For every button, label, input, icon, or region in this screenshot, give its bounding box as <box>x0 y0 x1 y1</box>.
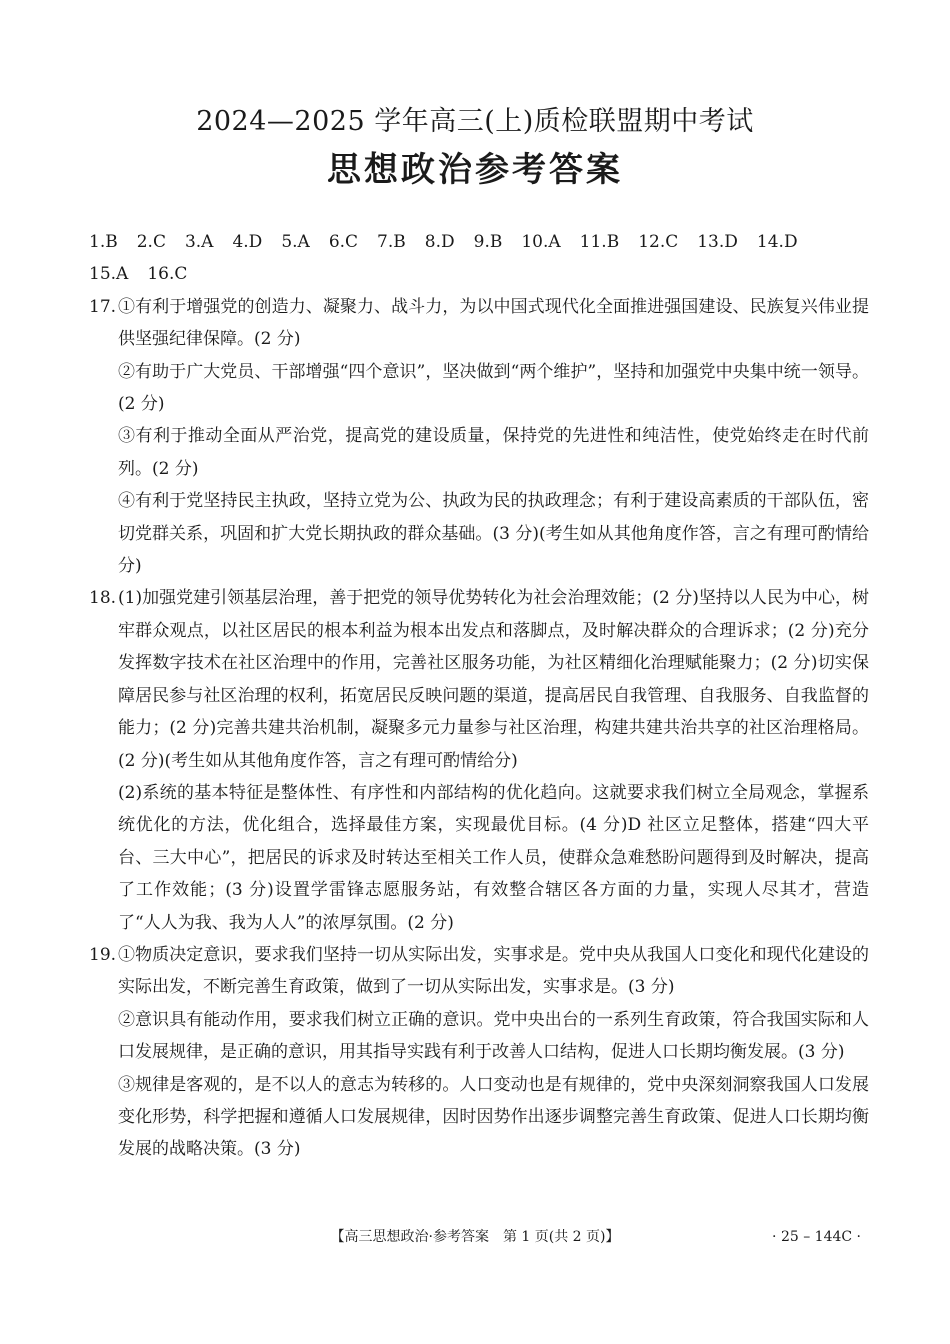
answer-point: ③规律是客观的，是不以人的意志为转移的。人口变动也是有规律的，党中央深刻洞察我国人口发展变化形势，科学把握和遵循人口发展规律，因时因势作出逐步调整完善生育政策、促进人口长期均衡发展的战略决策。(3 分) <box>118 1074 869 1160</box>
multiple-choice-answers-line-1 <box>89 226 869 258</box>
document-code: · 25 – 144C · <box>772 1229 861 1245</box>
answer-point: (1)加强党建引领基层治理，善于把党的领导优势转化为社会治理效能；(2 分)坚持以人民为中心，树牢群众观点，以社区居民的根本利益为根本出发点和落脚点，及时解决群众的合理诉求；(2 分)充分发挥数字技术在社区治理中的作用，完善社区服务功能，为社区精细化治理赋能聚力；(2 分)切实保障居民参与社区治理的权利，拓宽居民反映问题的渠道，提高居民自我管理、自我服务、自我监督的能力；(2 分)完善共建共治机制，凝聚多元力量参与社区治理，构建共建共治共享的社区治理格局。(2 分)(考生如从其他角度作答，言之有理可酌情给分) <box>118 588 869 771</box>
question-number: 17. <box>89 296 117 317</box>
question-number: 18. <box>89 588 117 609</box>
mc-answer: 5.A <box>281 232 310 252</box>
mc-answer: 12.C <box>638 232 679 252</box>
mc-answer: 1.B <box>89 232 118 252</box>
mc-answer: 6.C <box>328 232 359 252</box>
document-title: 思想政治参考答案 <box>327 150 623 190</box>
mc-answer: 13.D <box>697 232 738 252</box>
mc-answer: 10.A <box>521 232 561 252</box>
mc-answer: 14.D <box>756 232 798 252</box>
mc-answer: 11.B <box>579 232 620 252</box>
answer-point: ④有利于党坚持民主执政，坚持立党为公、执政为民的执政理念；有利于建设高素质的干部队伍，密切党群关系，巩固和扩大党长期执政的群众基础。(3 分)(考生如从其他角度作答，言之有理可酌情给分) <box>118 491 869 577</box>
mc-answer: 16.C <box>147 264 188 285</box>
question-18-answer <box>89 582 869 938</box>
page-footer <box>0 1222 950 1252</box>
answer-point: ②意识具有能动作用，要求我们树立正确的意识。党中央出台的一系列生育政策，符合我国实际和人口发展规律，是正确的意识，用其指导实践有利于改善人口结构，促进人口长期均衡发展。(3 分) <box>118 1009 869 1063</box>
answer-point: (2)系统的基本特征是整体性、有序性和内部结构的优化趋向。这就要求我们树立全局观念，掌握系统优化的方法，优化组合，选择最佳方案，实现最优目标。(4 分)D 社区立足整体，搭建“四大平台、三大中心”，把居民的诉求及时转达至相关工作人员，使群众急难愁盼问题得到及时解决，提高了工作效能；(3 分)设置学雷锋志愿服务站，有效整合辖区各方面的力量，实现人尽其才，营造了“人人为我、我为人人”的浓厚氛围。(2 分) <box>118 782 869 933</box>
question-19-answer <box>89 939 869 1166</box>
answer-point: ②有助于广大党员、干部增强“四个意识”，坚决做到“两个维护”，坚持和加强党中央集中统一领导。(2 分) <box>118 361 869 415</box>
mc-answer: 3.A <box>184 232 214 252</box>
answer-point: ①有利于增强党的创造力、凝聚力、战斗力，为以中国式现代化全面推进强国建设、民族复兴伟业提供坚强纪律保障。(2 分) <box>118 296 869 350</box>
mc-answer: 8.D <box>424 232 455 252</box>
question-number: 19. <box>89 944 117 965</box>
mc-answer: 4.D <box>232 232 263 252</box>
multiple-choice-answers-line-2 <box>89 258 869 290</box>
page-number-label: 【高三思想政治·参考答案 第 1 页(共 2 页)】 <box>330 1229 620 1245</box>
answer-content <box>89 226 869 1166</box>
exam-title: 2024—2025 学年高三(上)质检联盟期中考试 <box>196 106 754 137</box>
mc-answer: 9.B <box>473 232 503 252</box>
mc-answer: 15.A <box>89 264 129 285</box>
answer-point: ③有利于推动全面从严治党，提高党的建设质量，保持党的先进性和纯洁性，使党始终走在时代前列。(2 分) <box>118 426 869 479</box>
mc-answer: 2.C <box>136 232 166 252</box>
mc-answer: 7.B <box>377 232 406 252</box>
answer-point: ①物质决定意识，要求我们坚持一切从实际出发，实事求是。党中央从我国人口变化和现代化建设的实际出发，不断完善生育政策，做到了一切从实际出发，实事求是。(3 分) <box>118 944 869 998</box>
question-17-answer <box>89 291 869 583</box>
